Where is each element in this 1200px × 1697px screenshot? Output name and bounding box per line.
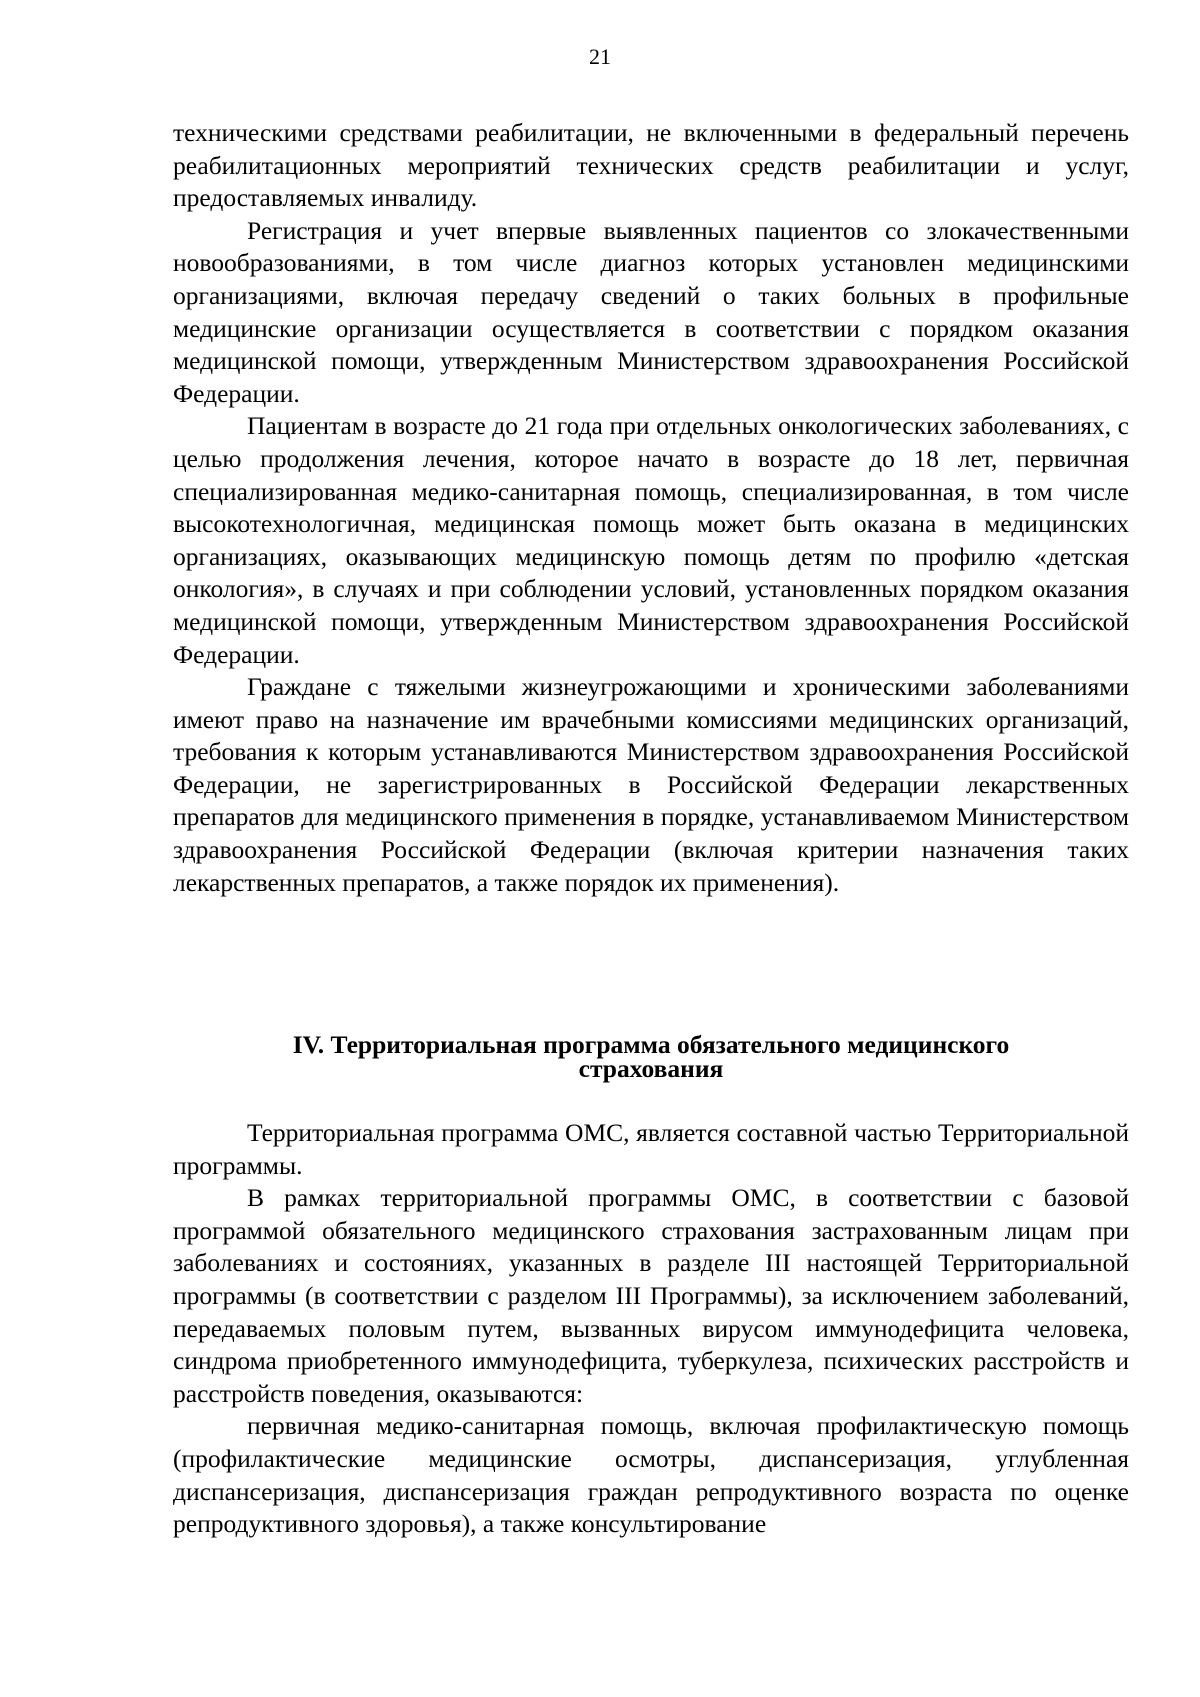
paragraph-oms-part: Территориальная программа ОМС, является составной частью Территориальной программы. — [173, 1118, 1129, 1180]
paragraph-primary-care: первичная медико-санитарная помощь, включая профилактическую помощь (профилактические медицинские осмотры, диспансеризация, углубленная диспансеризация, диспансеризация граждан репродуктивного возраста по оценке репродуктивного здоровья), а также консультирование — [173, 1411, 1129, 1539]
top-text-block — [173, 117, 1129, 899]
bottom-text-block — [173, 1117, 1129, 1541]
section-heading-line-2: страхования — [578, 1054, 724, 1083]
section-heading-line-1: IV. Территориальная программа обязательного медицинского — [292, 1030, 1010, 1059]
paragraph-continuation: техническими средствами реабилитации, не включенными в федеральный перечень реабилитационных мероприятий технических средств реабилитации и услуг, предоставляемых инвалиду. — [173, 118, 1129, 213]
paragraph-unregistered-drugs: Граждане с тяжелыми жизнеугрожающими и хроническими заболеваниями имеют право на назначение им врачебными комиссиями медицинских организаций, требования к которым устанавливаются Министерством здравоохранения Российской Федерации, не зарегистрированных в Российской Федерации лекарственных препаратов для медицинского применения в порядке, устанавливаемом Министерством здравоохранения Российской Федерации (включая критерии назначения таких лекарственных препаратов, а также порядок их применения). — [173, 672, 1129, 897]
paragraph-pediatric-oncology: Пациентам в возрасте до 21 года при отдельных онкологических заболеваниях, с целью продолжения лечения, которое начато в возрасте до 18 лет, первичная специализированная медико-санитарная помощь, специализированная, в том числе высокотехнологичная, медицинская помощь может быть оказана в медицинских организациях, оказывающих медицинскую помощь детям по профилю «детская онкология», в случаях и при соблюдении условий, установленных порядком оказания медицинской помощи, утвержденным Министерством здравоохранения Российской Федерации. — [173, 411, 1129, 669]
paragraph-oncology-registration: Регистрация и учет впервые выявленных пациентов со злокачественными новообразованиями, в том числе диагноз которых установлен медицинскими организациями, включая передачу сведений о таких больных в профильные медицинские организации осуществляется в соответствии с порядком оказания медицинской помощи, утвержденным Министерством здравоохранения Российской Федерации. — [173, 215, 1129, 408]
section-heading — [173, 1030, 1129, 1083]
paragraph-oms-scope: В рамках территориальной программы ОМС, в соответствии с базовой программой обязательного медицинского страхования застрахованным лицам при заболеваниях и состояниях, указанных в разделе III настоящей Территориальной программы (в соответствии с разделом III Программы), за исключением заболеваний, передаваемых половым путем, вызванных вирусом иммунодефицита человека, синдрома приобретенного иммунодефицита, туберкулеза, психических расстройств и расстройств поведения, оказываются: — [173, 1183, 1129, 1408]
page-number: 21 — [589, 44, 611, 69]
